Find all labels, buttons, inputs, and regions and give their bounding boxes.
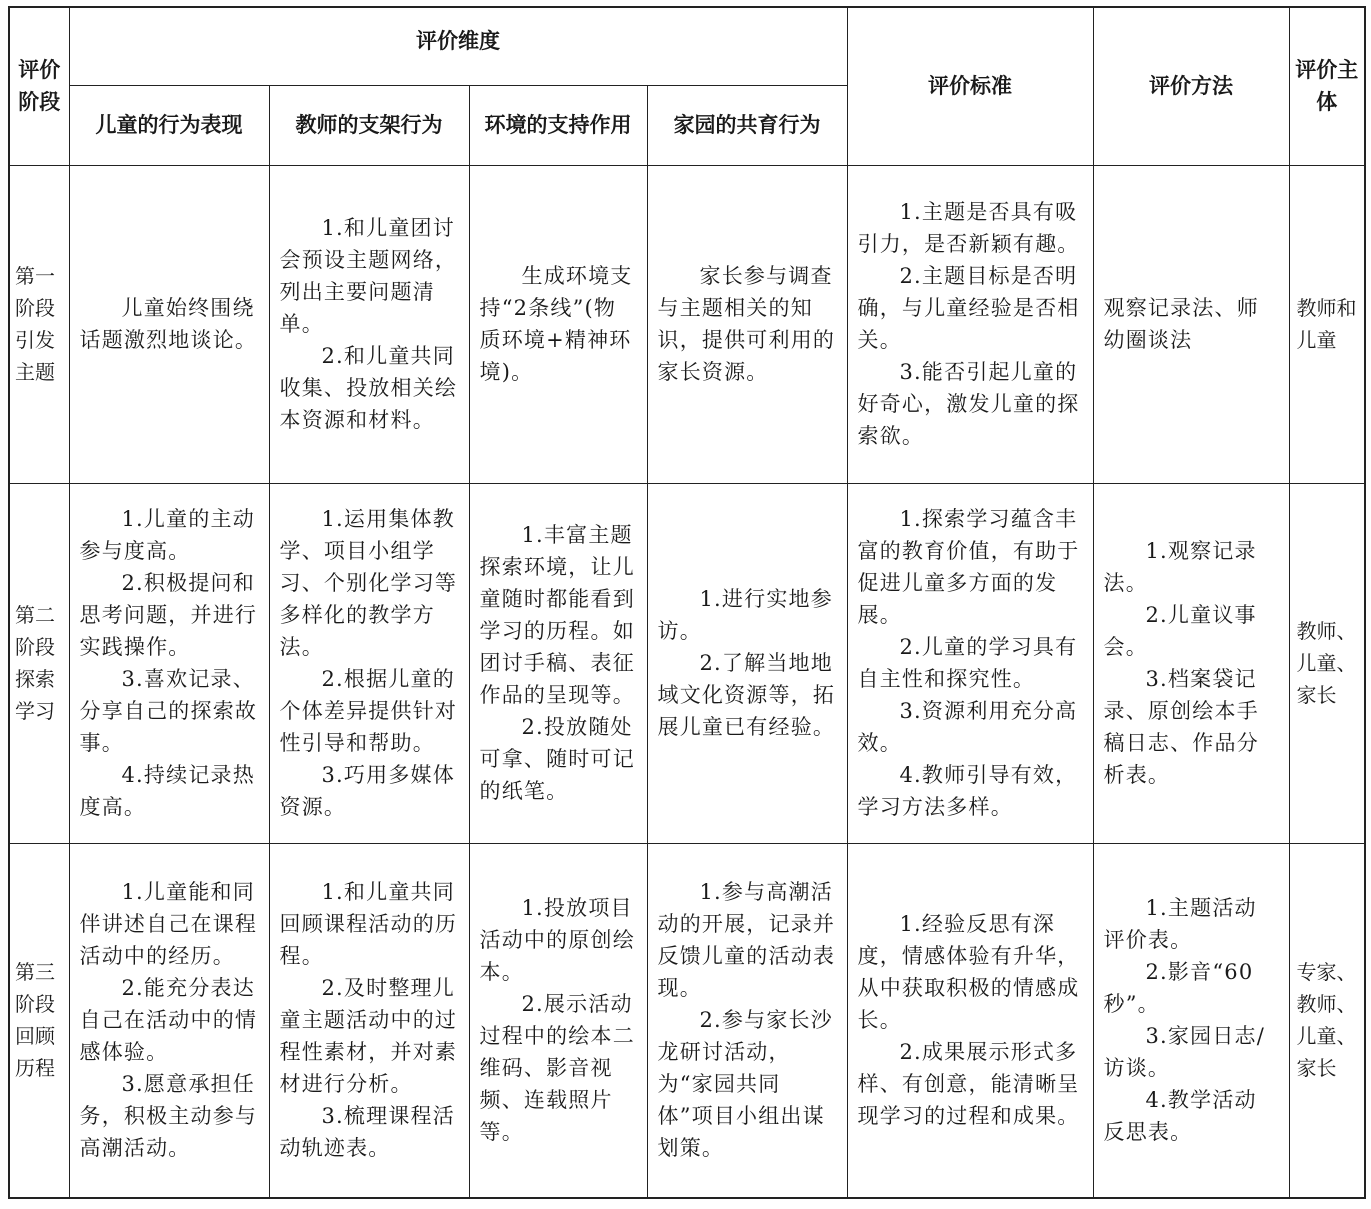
family-item: 1.参与高潮活动的开展，记录并反馈儿童的活动表现。 [657,880,836,1001]
method-item: 观察记录法、师幼圈谈法 [1103,296,1259,352]
teacher-item: 2.和儿童共同收集、投放相关绘本资源和材料。 [279,344,458,432]
evaluation-table-wrapper [8,6,1366,1199]
environment-item: 2.展示活动过程中的绘本二维码、影音视频、连载照片等。 [479,992,635,1145]
method-item: 1.主题活动评价表。 [1103,896,1257,953]
standard-item: 1.探索学习蕴含丰富的教育价值，有助于促进儿童多方面的发展。 [857,507,1080,627]
teacher-item: 1.运用集体教学、项目小组学习、个别化学习等多样化的教学方法。 [279,507,458,659]
teacher-item: 3.梳理课程活动轨迹表。 [279,1104,455,1161]
table-row [9,165,1365,483]
method-item: 1.观察记录法。 [1103,539,1257,595]
environment-item: 1.丰富主题探索环境，让儿童随时都能看到学习的历程。如团讨手稿、表征作品的呈现等。 [479,523,635,707]
method-item: 2.儿童议事会。 [1103,603,1257,659]
environment-item: 生成环境支持“2条线”(物质环境+精神环境)。 [479,264,633,384]
standard-item: 1.经验反思有深度，情感体验有升华，从中获取积极的情感成长。 [857,912,1080,1033]
standard-item: 1.主题是否具有吸引力，是否新颖有趣。 [857,200,1080,256]
child-item: 1.儿童的主动参与度高。 [79,507,255,563]
method-cell [1093,165,1289,483]
child-item: 儿童始终围绕话题激烈地谈论。 [79,296,258,352]
teacher-item: 2.根据儿童的个体差异提供针对性引导和帮助。 [279,667,458,755]
method-cell [1093,843,1289,1198]
child-item: 3.喜欢记录、分享自己的探索故事。 [79,667,258,755]
family-cell [647,843,847,1198]
teacher-item: 2.及时整理儿童主题活动中的过程性素材，并对素材进行分析。 [279,976,458,1097]
table-row [9,483,1365,843]
header-family-coeducation: 家园的共育行为 [647,85,847,165]
method-item: 3.档案袋记录、原创绘本手稿日志、作品分析表。 [1103,667,1259,787]
teacher-cell [269,843,469,1198]
teacher-item: 1.和儿童共同回顾课程活动的历程。 [279,880,458,969]
family-cell [647,483,847,843]
table-row [9,843,1365,1198]
child-item: 2.积极提问和思考问题，并进行实践操作。 [79,571,258,659]
subject-cell: 教师、儿童、家长 [1289,483,1365,843]
header-environment-support: 环境的支持作用 [469,85,647,165]
environment-item: 2.投放随处可拿、随时可记的纸笔。 [479,715,635,803]
standard-item: 2.儿童的学习具有自主性和探究性。 [857,635,1078,691]
child-item: 1.儿童能和同伴讲述自己在课程活动中的经历。 [79,880,258,969]
family-cell [647,165,847,483]
family-item: 1.进行实地参访。 [657,587,833,643]
method-item: 4.教学活动反思表。 [1103,1088,1257,1145]
child-cell [69,165,269,483]
family-item: 2.了解当地地域文化资源等，拓展儿童已有经验。 [657,651,836,739]
standard-cell [847,843,1093,1198]
child-item: 4.持续记录热度高。 [79,763,255,819]
teacher-item: 1.和儿童团讨会预设主题网络，列出主要问题清单。 [279,216,458,336]
header-stage: 评价阶段 [9,7,69,165]
header-teacher-scaffold: 教师的支架行为 [269,85,469,165]
stage-cell: 第二阶段探索学习 [9,483,69,843]
subject-cell: 教师和儿童 [1289,165,1365,483]
standard-cell [847,165,1093,483]
stage-cell: 第三阶段回顾历程 [9,843,69,1198]
teacher-cell [269,483,469,843]
environment-cell [469,165,647,483]
header-method: 评价方法 [1093,7,1289,165]
environment-item: 1.投放项目活动中的原创绘本。 [479,896,635,985]
method-item: 3.家园日志/访谈。 [1103,1024,1266,1081]
standard-item: 3.能否引起儿童的好奇心，激发儿童的探索欲。 [857,360,1080,448]
header-row-1 [9,7,1365,85]
environment-cell [469,483,647,843]
standard-item: 2.主题目标是否明确，与儿童经验是否相关。 [857,264,1080,352]
child-item: 3.愿意承担任务，积极主动参与高潮活动。 [79,1072,258,1161]
standard-item: 3.资源利用充分高效。 [857,699,1078,755]
subject-cell: 专家、教师、儿童、家长 [1289,843,1365,1198]
family-item: 2.参与家长沙龙研讨活动，为“家园共同体”项目小组出谋划策。 [657,1008,833,1161]
header-dimension: 评价维度 [69,7,847,85]
method-item: 2.影音“60秒”。 [1103,960,1254,1017]
header-subject: 评价主体 [1289,7,1365,165]
standard-item: 4.教师引导有效，学习方法多样。 [857,763,1078,819]
evaluation-table [8,6,1366,1199]
child-cell [69,843,269,1198]
stage-cell: 第一阶段引发主题 [9,165,69,483]
family-item: 家长参与调查与主题相关的知识，提供可利用的家长资源。 [657,264,836,384]
standard-item: 2.成果展示形式多样、有创意，能清晰呈现学习的过程和成果。 [857,1040,1080,1129]
child-cell [69,483,269,843]
child-item: 2.能充分表达自己在活动中的情感体验。 [79,976,258,1065]
teacher-cell [269,165,469,483]
standard-cell [847,483,1093,843]
teacher-item: 3.巧用多媒体资源。 [279,763,455,819]
method-cell [1093,483,1289,843]
environment-cell [469,843,647,1198]
header-child-behavior: 儿童的行为表现 [69,85,269,165]
header-standard: 评价标准 [847,7,1093,165]
